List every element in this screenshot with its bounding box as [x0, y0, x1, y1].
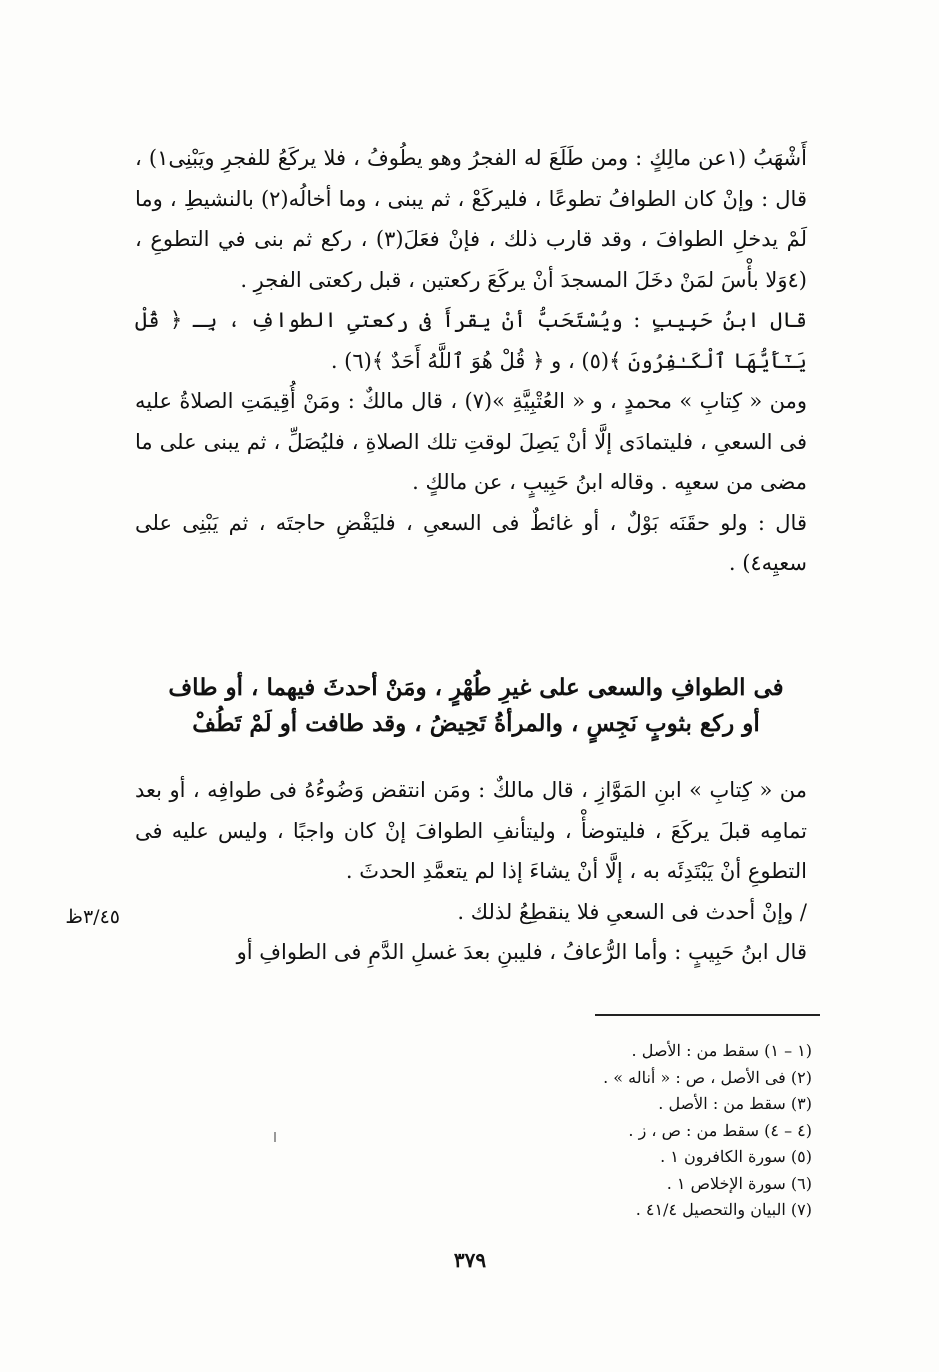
footnote: (٢) فى الأصل ، ص : « أناله » . — [603, 1067, 812, 1087]
paragraph: ومن « كِتابِ » محمدٍ ، و « العُتْبِيَّةِ »(٧) ، قال مالكٌ : ومَنْ أُقِيمَتِ الصلاةُ عليه فى السعىِ ، فليتمادَى إلَّا أنْ يَصِلَ لوقتِ تلك الصلاةِ ، فليُصَلِّ ، ثم يبنى على ما مضى من سعيِه . وقاله ابنُ حَبِيبٍ ، عن مالكٍ . — [135, 389, 807, 494]
section-heading-line: فى الطوافِ والسعى على غيرِ طُهْرٍ ، ومَنْ أحدثَ فيهما ، أو طاف — [168, 674, 784, 701]
paragraph: قال : ولو حقَنَه بَوْلٌ ، أو غائطٌ فى السعىِ ، فليَقْضِ حاجتَه ، ثم يَبْنِى على سعيِه٤) . — [135, 510, 807, 575]
paragraph: من « كِتابِ » ابنِ المَوَّازِ ، قال مالكٌ : ومَن انتقض وَضُوءُهُ فى طوافِه ، أو بعد تمامِه قبلَ يركَعَ ، فليتوضأْ ، وليتأنفِ الطوافَ إنْ كان واجبًا ، وليس عليه فى التطوعِ أنْ يَبْتَدِئَه به ، إلَّا أنْ يشاءَ إذا لم يتعمَّدِ الحدثَ . — [135, 778, 807, 883]
paragraph: قال ابنُ حَبِيبٍ : وأما الرُّعافُ ، فليبنِ بعدَ غسلِ الدَّمِ فى الطوافِ أو — [236, 940, 807, 964]
manuscript-folio-note: ٣/٤٥ظ — [65, 906, 120, 928]
footnote: (٤ – ٤) سقط من : ص ، ز . — [628, 1120, 812, 1140]
page-number: ٣٧٩ — [453, 1248, 487, 1272]
footnote: (١ – ١) سقط من : الأصل . — [631, 1041, 812, 1060]
section-heading — [150, 670, 802, 742]
footnote: (٧) البيان والتحصيل ٤١/٤ . — [635, 1200, 812, 1219]
footnotes — [480, 1038, 812, 1224]
footnote: (٣) سقط من : الأصل . — [658, 1094, 812, 1113]
section-heading-line: أو ركع بثوبٍ نَجِسٍ ، والمرأةُ تَحِيضُ ، وقد طافت أو لَمْ تَطُفْ — [192, 710, 760, 737]
footnote-divider — [595, 1014, 820, 1016]
paragraph: قال ابنُ حَبِيبٍ : ويُسْتَحَبُّ أنْ يقرأَ فى ركعتىِ الطوافِ ، بِـ ﴿ قُلْ يَـٰٓأَيُّهَا ٱلْكَـٰفِرُونَ ﴾(٥) ، و ﴿ قُلْ هُوَ ٱللَّهُ أَحَدٌ ﴾(٦) . — [135, 308, 807, 373]
footnote: (٥) سورة الكافرون ١ . — [660, 1147, 812, 1166]
main-text-upper — [135, 138, 807, 584]
footnote: (٦) سورة الإخلاص ١ . — [666, 1173, 812, 1193]
scan-artifact — [274, 1132, 276, 1142]
main-text-lower — [135, 770, 807, 973]
paragraph: أَشْهَبُ (١عن مالِكٍ : ومن طَلَعَ له الفجرُ وهو يطُوفُ ، فلا يركَعُ للفجرِ ويَبْنِى١) ، قال : وإنْ كان الطوافُ تطوعًا ، فليركَعْ ، ثم يبنى ، وما أخالُه(٢) بالنشيطِ ، وما لَمْ يدخلِ الطوافَ ، وقد قارب ذلك ، فإنْ فعَلَ(٣) ، ركع ثم بنى في التطوعِ ، (٤وَلا بأْسَ لمَنْ دخَلَ المسجدَ أنْ يركَعَ ركعتين ، قبل ركعتى الفجرِ . — [135, 146, 808, 292]
paragraph: / وإنْ أحدث فى السعىِ فلا ينقطِعُ لذلك . — [457, 899, 807, 924]
